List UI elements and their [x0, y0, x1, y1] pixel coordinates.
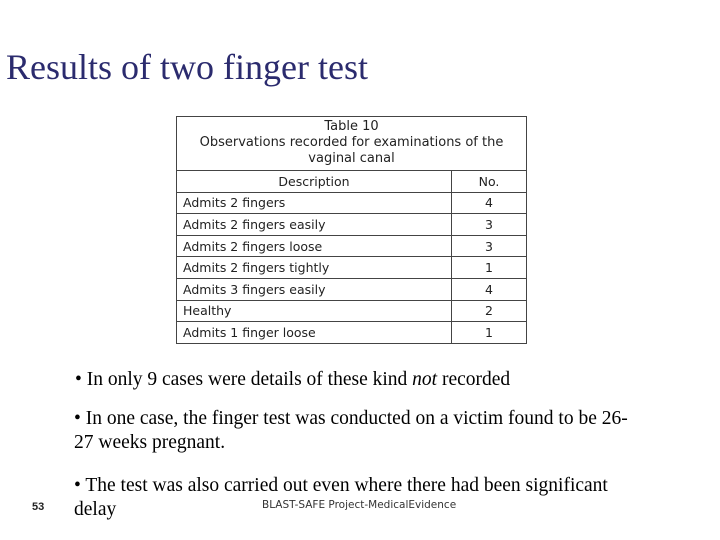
header-description: Description: [177, 171, 452, 193]
caption-line-1: Table 10: [324, 119, 379, 134]
row-description: Admits 2 fingers: [177, 192, 452, 214]
bullet-text: The test was also carried out even where there had been significant delay: [74, 475, 608, 520]
table-row: [177, 322, 527, 344]
table-row: [177, 278, 527, 300]
row-description: Admits 2 fingers tightly: [177, 257, 452, 279]
bullet-emphasis: not: [412, 369, 438, 390]
page-number: 53: [32, 501, 45, 513]
header-no: No.: [452, 171, 527, 193]
bullet-text-end: recorded: [437, 369, 511, 390]
table-row: [177, 235, 527, 257]
bullet-marker: •: [74, 475, 81, 496]
bullet-marker: •: [74, 408, 81, 429]
table-row: [177, 300, 527, 322]
row-description: Admits 1 finger loose: [177, 322, 452, 344]
bullet-text: In one case, the finger test was conducted on a victim found to be 26-27 weeks pregnant.: [74, 408, 628, 453]
row-description: Admits 2 fingers easily: [177, 214, 452, 236]
row-count: 4: [452, 278, 527, 300]
row-count: 4: [452, 192, 527, 214]
slide-footer: BLAST-SAFE Project-MedicalEvidence: [262, 499, 457, 511]
row-count: 1: [452, 257, 527, 279]
table-row: [177, 214, 527, 236]
observations-table: [176, 116, 527, 344]
row-count: 3: [452, 235, 527, 257]
row-description: Healthy: [177, 300, 452, 322]
table-row: [177, 192, 527, 214]
bullet-pregnant-case: [74, 407, 634, 455]
row-description: Admits 2 fingers loose: [177, 235, 452, 257]
bullet-text-start: In only 9 cases were details of these kind: [86, 369, 413, 390]
slide-title: Results of two finger test: [6, 47, 368, 87]
table-header-row: [177, 171, 527, 193]
caption-line-3: vaginal canal: [308, 151, 395, 166]
row-count: 2: [452, 300, 527, 322]
table-caption-row: [177, 117, 527, 171]
caption-line-2: Observations recorded for examinations of the: [199, 135, 504, 150]
row-count: 3: [452, 214, 527, 236]
row-count: 1: [452, 322, 527, 344]
table-caption: [177, 117, 527, 171]
row-description: Admits 3 fingers easily: [177, 278, 452, 300]
bullet-missing-details: [75, 368, 510, 392]
bullet-significant-delay: [74, 474, 634, 522]
table-row: [177, 257, 527, 279]
bullet-marker: •: [75, 369, 82, 390]
